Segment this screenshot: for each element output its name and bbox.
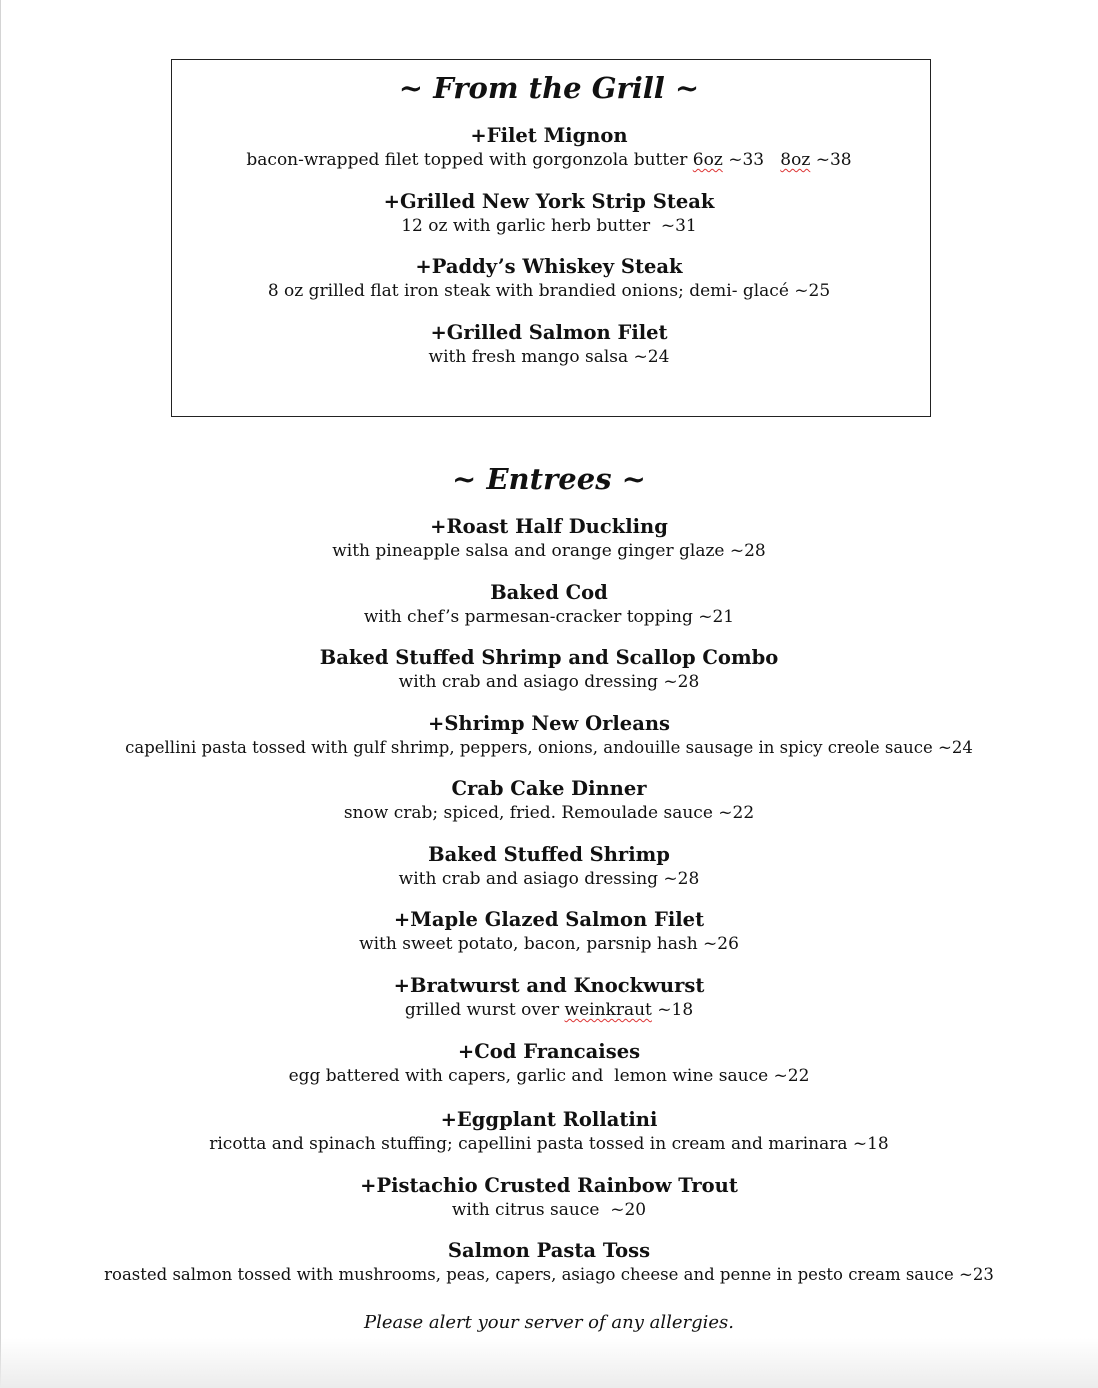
item-description: egg battered with capers, garlic and lemon wine sauce ~22 (288, 1066, 810, 1086)
item-description: with pineapple salsa and orange ginger glaze ~28 (332, 541, 766, 561)
menu-item-bratwurst (0, 974, 1098, 1022)
size-option-6oz: 6oz (692, 150, 723, 170)
item-name: +Shrimp New Orleans (427, 712, 670, 735)
item-description: 12 oz with garlic herb butter ~31 (401, 216, 697, 236)
item-name: +Cod Francaises (457, 1040, 641, 1063)
item-description: snow crab; spiced, fried. Remoulade sauce ~22 (343, 803, 755, 823)
item-description (0, 998, 1098, 1022)
item-name: +Bratwurst and Knockwurst (393, 974, 705, 997)
menu-item-shrimp-scallop-combo (0, 646, 1098, 694)
item-name: +Grilled Salmon Filet (430, 321, 668, 344)
menu-item-salmon-pasta-toss (0, 1239, 1098, 1287)
item-description: with fresh mango salsa ~24 (428, 347, 670, 367)
allergy-note: Please alert your server of any allergies. (364, 1312, 734, 1333)
item-price: ~18 (651, 1000, 694, 1020)
item-description: with crab and asiago dressing ~28 (398, 672, 700, 692)
item-description: with citrus sauce ~20 (451, 1200, 647, 1220)
flagged-word: weinkraut (564, 1000, 652, 1020)
menu-item-rainbow-trout (0, 1174, 1098, 1222)
item-name: Salmon Pasta Toss (447, 1239, 651, 1262)
item-description (0, 148, 1098, 172)
page-bottom-shadow (0, 1338, 1098, 1388)
item-name: Crab Cake Dinner (451, 777, 647, 800)
price-6oz: ~33 (722, 150, 781, 170)
item-name: +Grilled New York Strip Steak (383, 190, 715, 213)
menu-item-cod-francaises (0, 1040, 1098, 1088)
item-name: +Eggplant Rollatini (440, 1108, 658, 1131)
menu-item-filet-mignon (0, 124, 1098, 172)
item-description: with chef’s parmesan-cracker topping ~21 (363, 607, 735, 627)
item-description: with sweet potato, bacon, parsnip hash ~26 (359, 934, 739, 954)
item-description: roasted salmon tossed with mushrooms, peas, capers, asiago cheese and penne in pesto cream sauce ~23 (104, 1265, 994, 1284)
menu-item-maple-salmon (0, 908, 1098, 956)
menu-item-baked-cod (0, 581, 1098, 629)
item-description: capellini pasta tossed with gulf shrimp, peppers, onions, andouille sausage in spicy creole sauce ~24 (125, 738, 973, 757)
item-description: ricotta and spinach stuffing; capellini pasta tossed in cream and marinara ~18 (209, 1134, 889, 1154)
item-name: +Roast Half Duckling (430, 515, 668, 538)
item-description: with crab and asiago dressing ~28 (398, 869, 700, 889)
entrees-section-title: ~ Entrees ~ (452, 462, 646, 496)
item-name: +Paddy’s Whiskey Steak (415, 255, 683, 278)
item-name: +Pistachio Crusted Rainbow Trout (360, 1174, 738, 1197)
item-name: Baked Stuffed Shrimp (428, 843, 670, 866)
item-name: +Filet Mignon (470, 124, 628, 147)
item-name: +Maple Glazed Salmon Filet (393, 908, 705, 931)
menu-item-ny-strip (0, 190, 1098, 238)
item-description: 8 oz grilled flat iron steak with brandied onions; demi- glacé ~25 (267, 281, 831, 301)
menu-item-eggplant-rollatini (0, 1108, 1098, 1156)
menu-item-whiskey-steak (0, 255, 1098, 303)
menu-item-roast-duckling (0, 515, 1098, 563)
size-option-8oz: 8oz (780, 150, 811, 170)
menu-item-grilled-salmon (0, 321, 1098, 369)
item-description-text: grilled wurst over (404, 1000, 565, 1020)
menu-item-shrimp-new-orleans (0, 712, 1098, 760)
grill-section-title: ~ From the Grill ~ (398, 71, 700, 105)
price-8oz: ~38 (810, 150, 852, 170)
item-description-text: bacon-wrapped filet topped with gorgonzola butter (246, 150, 693, 170)
menu-item-baked-stuffed-shrimp (0, 843, 1098, 891)
menu-item-crab-cake (0, 777, 1098, 825)
item-name: Baked Stuffed Shrimp and Scallop Combo (319, 646, 779, 669)
item-name: Baked Cod (490, 581, 608, 604)
